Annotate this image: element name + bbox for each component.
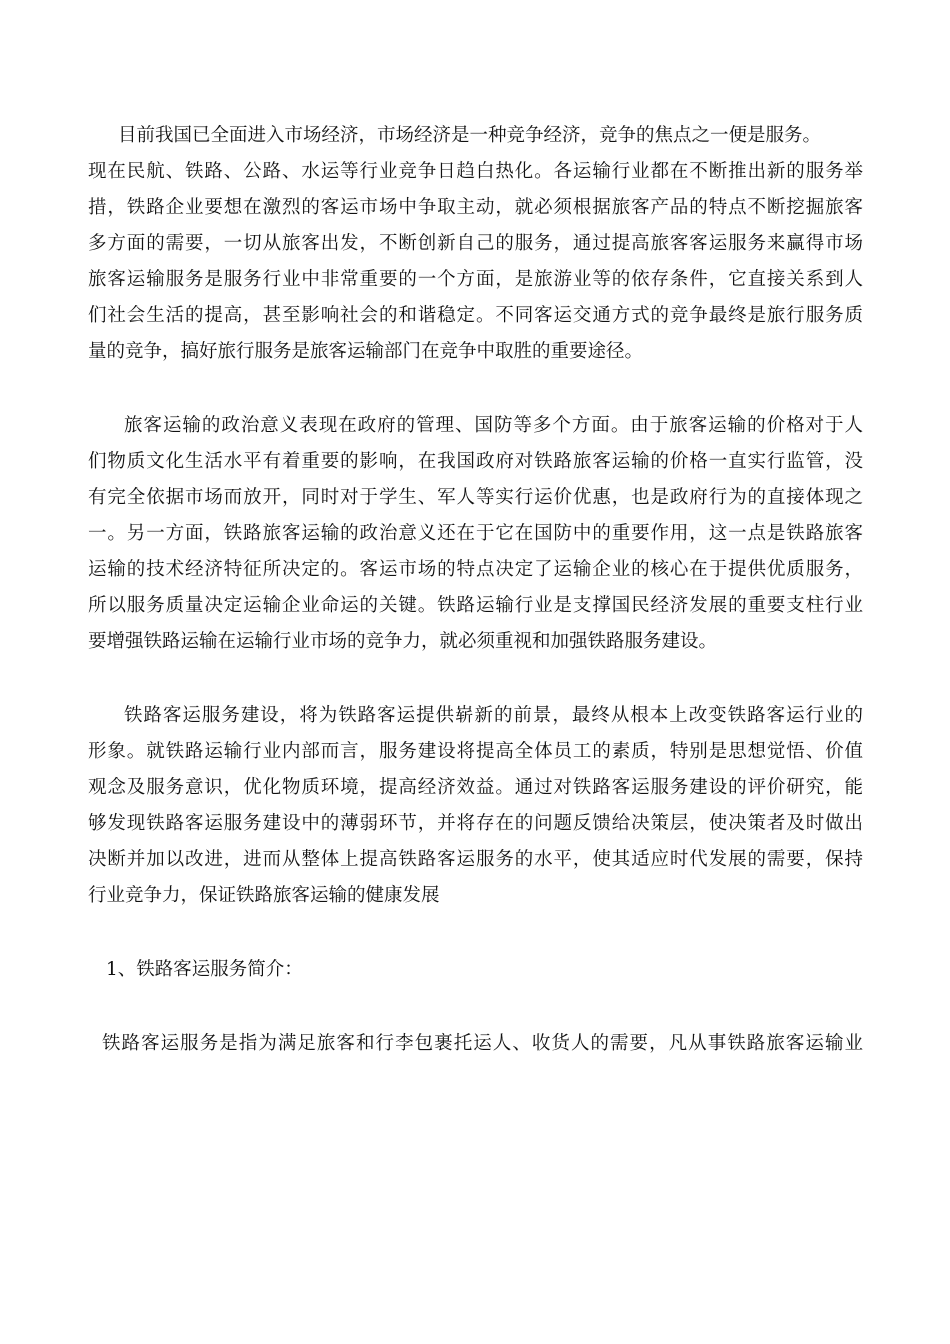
paragraph-line: 够发现铁路客运服务建设中的薄弱环节，并将存在的问题反馈给决策层，使决策者及时做出 [88, 813, 863, 834]
paragraph-gap [88, 914, 863, 952]
section-heading: 1、铁路客运服务简介： [106, 959, 303, 980]
paragraph-gap [88, 988, 863, 1026]
paragraph-line: 量的竞争，搞好旅行服务是旅客运输部门在竞争中取胜的重要途径。 [88, 341, 644, 362]
paragraph-3 [88, 698, 863, 914]
paragraph-line: 决断并加以改进，进而从整体上提高铁路客运服务的水平，使其适应时代发展的需要，保持 [88, 849, 863, 870]
paragraph-gap [88, 370, 863, 408]
paragraph-line: 多方面的需要，一切从旅客出发，不断创新自己的服务，通过提高旅客客运服务来赢得市场 [88, 233, 863, 254]
paragraph-line: 铁路客运服务建设，将为铁路客运提供崭新的前景，最终从根本上改变铁路客运行业的 [124, 705, 863, 726]
paragraph-line: 运输的技术经济特征所决定的。客运市场的特点决定了运输企业的核心在于提供优质服务， [88, 559, 863, 580]
paragraph-line: 旅客运输的政治意义表现在政府的管理、国防等多个方面。由于旅客运输的价格对于人 [124, 415, 863, 436]
paragraph-line: 观念及服务意识，优化物质环境，提高经济效益。通过对铁路客运服务建设的评价研究，能 [88, 777, 863, 798]
paragraph-1 [88, 118, 863, 370]
paragraph-line: 有完全依据市场而放开，同时对于学生、军人等实行运价优惠，也是政府行为的直接体现之 [88, 487, 863, 508]
paragraph-line: 措，铁路企业要想在激烈的客运市场中争取主动，就必须根据旅客产品的特点不断挖掘旅客 [88, 197, 863, 218]
paragraph-line: 们社会生活的提高，甚至影响社会的和谐稳定。不同客运交通方式的竞争最终是旅行服务质 [88, 305, 863, 326]
paragraph-line: 所以服务质量决定运输企业命运的关键。铁路运输行业是支撑国民经济发展的重要支柱行业 [88, 595, 863, 616]
paragraph-line: 一。另一方面，铁路旅客运输的政治意义还在于它在国防中的重要作用，这一点是铁路旅客 [88, 523, 863, 544]
paragraph-line: 旅客运输服务是服务行业中非常重要的一个方面，是旅游业等的依存条件，它直接关系到人 [88, 269, 863, 290]
document-page [88, 118, 863, 1062]
paragraph-line: 现在民航、铁路、公路、水运等行业竞争日趋白热化。各运输行业都在不断推出新的服务举 [88, 161, 863, 182]
paragraph-line: 们物质文化生活水平有着重要的影响，在我国政府对铁路旅客运输的价格一直实行监管，没 [88, 451, 863, 472]
paragraph-2 [88, 408, 863, 660]
paragraph-line: 行业竞争力，保证铁路旅客运输的健康发展 [88, 885, 440, 906]
paragraph-line: 目前我国已全面进入市场经济，市场经济是一种竞争经济，竞争的焦点之一便是服务。 [118, 125, 822, 146]
paragraph-line: 形象。就铁路运输行业内部而言，服务建设将提高全体员工的素质，特别是思想觉悟、价值 [88, 741, 863, 762]
paragraph-gap [88, 660, 863, 698]
paragraph-line: 要增强铁路运输在运输行业市场的竞争力，就必须重视和加强铁路服务建设。 [88, 631, 718, 652]
paragraph-line: 铁路客运服务是指为满足旅客和行李包裹托运人、收货人的需要，凡从事铁路旅客运输业 [102, 1033, 863, 1054]
